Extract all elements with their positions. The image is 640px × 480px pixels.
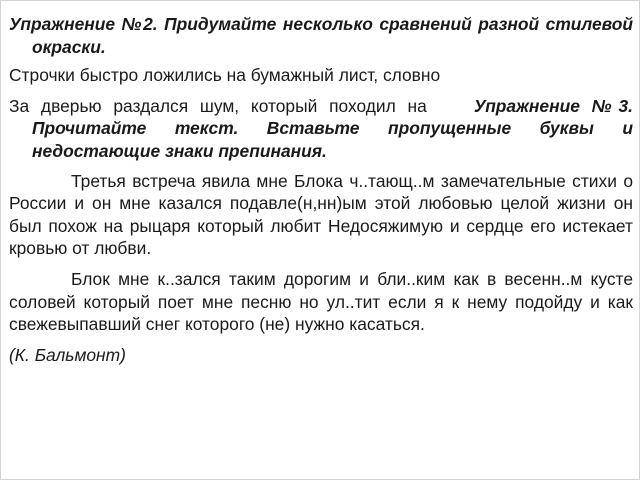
exercise-3-paragraph-2: Блок мне к..зался таким дорогим и бли..ким как в весенн..м кусте соловей который поет мне песню но ул..тит если я к нему подойду и как свежевыпавший снег которого (не) нужно касаться. xyxy=(9,268,633,335)
exercise-2-line-2-with-exercise-3-title xyxy=(9,95,633,163)
exercise-2-line-1: Строчки быстро ложились на бумажный лист, словно xyxy=(9,65,441,86)
exercise-3-paragraph-1: Третья встреча явила мне Блока ч..тающ..м замечательные стихи о России и он мне казался подавле(н,нн)ым этой любовью целой жизни он был похож на рыцаря который любит Недосяжимую и сердце его истекает кровью от любви. xyxy=(9,170,633,259)
exercise-2-title xyxy=(9,13,633,58)
exercise-2-title-text: Упражнение №2. Придумайте несколько сравнений разной стилевой окраски. xyxy=(9,14,633,57)
author-attribution: (К. Бальмонт) xyxy=(9,344,126,365)
exercise-3-title: Упражнение №3. Прочитайте текст. Вставьте пропущенные буквы и недостающие знаки препинания. xyxy=(32,95,634,161)
document-body xyxy=(9,13,633,366)
exercise-2-line-2: За дверью раздался шум, который походил на xyxy=(9,95,427,116)
